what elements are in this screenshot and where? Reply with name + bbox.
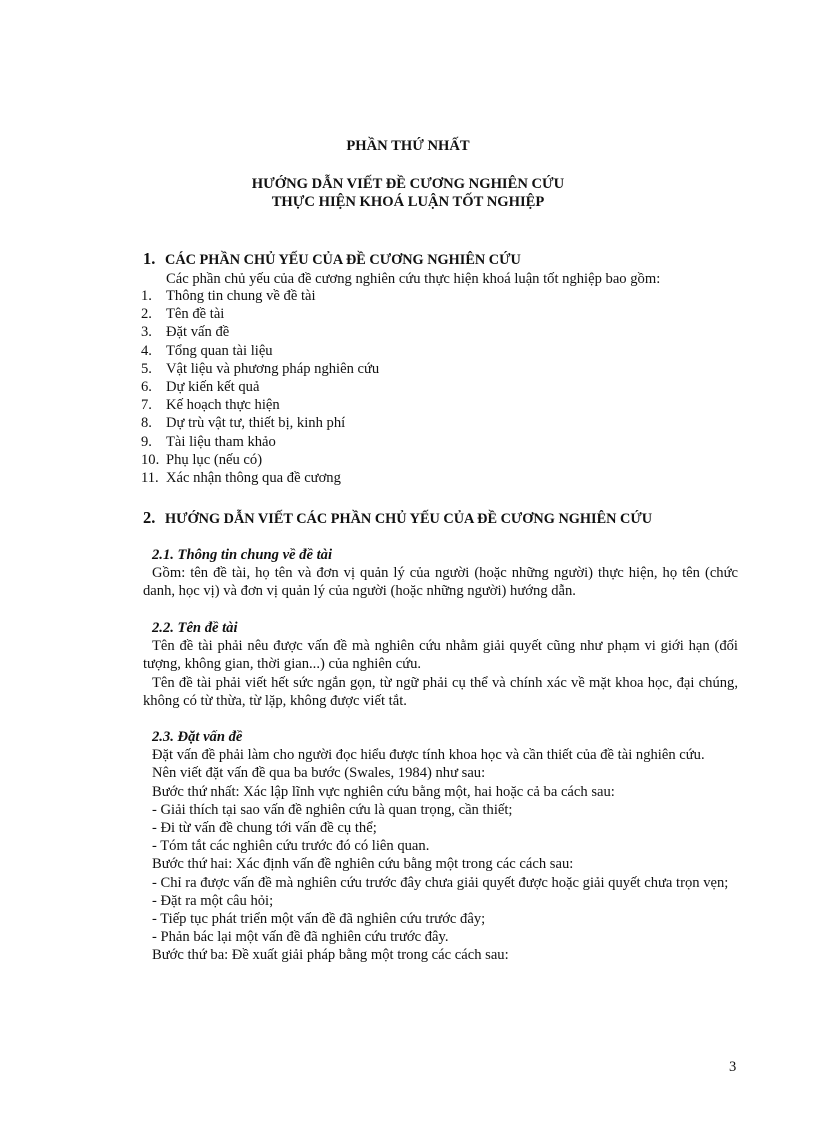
list-item-number: 7. [141, 397, 152, 414]
list-item-text: Đặt vấn đề [166, 324, 230, 341]
list-item: - Phản bác lại một vấn đề đã nghiên cứu trước đây. [152, 929, 449, 946]
contents-list-item [141, 323, 379, 341]
contents-list-item [141, 396, 379, 414]
subsection-2-1 [143, 546, 738, 601]
paragraph: Nên viết đặt vấn đề qua ba bước (Swales, 1984) như sau: [152, 765, 486, 782]
contents-list-item [141, 414, 379, 432]
list-item-text: Dự trù vật tư, thiết bị, kinh phí [166, 415, 346, 432]
section-1-title: CÁC PHẦN CHỦ YẾU CỦA ĐỀ CƯƠNG NGHIÊN CỨU [165, 252, 521, 268]
section-1-heading [143, 250, 521, 269]
part-title: PHẦN THỨ NHẤT [346, 138, 470, 154]
contents-list [141, 287, 379, 487]
list-item-text: Kế hoạch thực hiện [166, 397, 280, 414]
list-item-number: 11. [141, 469, 159, 486]
step-3: Bước thứ ba: Đề xuất giải pháp bằng một trong các cách sau: [152, 947, 509, 964]
subsection-2-2-title: 2.2. Tên đề tài [152, 620, 238, 636]
list-item-text: Dự kiến kết quả [166, 378, 260, 395]
list-item-number: 1. [141, 288, 152, 304]
list-item: - Chỉ ra được vấn đề mà nghiên cứu trước đây chưa giải quyết được hoặc giải quyết chưa trọn vẹn; [152, 874, 729, 891]
list-item: - Đi từ vấn đề chung tới vấn đề cụ thể; [152, 820, 377, 837]
section-2-title: HƯỚNG DẪN VIẾT CÁC PHẦN CHỦ YẾU CỦA ĐỀ CƯƠNG NGHIÊN CỨU [165, 511, 653, 527]
section-1-intro: Các phần chủ yếu của đề cương nghiên cứu thực hiện khoá luận tốt nghiệp bao gồm: [166, 271, 661, 287]
contents-list-item [141, 360, 379, 378]
list-item: - Tóm tắt các nghiên cứu trước đó có liên quan. [152, 838, 430, 855]
section-2-number: 2. [143, 508, 156, 527]
page-number: 3 [729, 1059, 737, 1075]
subsection-2-3-title: 2.3. Đặt vấn đề [152, 729, 243, 745]
paragraph: Gồm: tên đề tài, họ tên và đơn vị quản lý của người (hoặc những người) thực hiện, họ tên (chức danh, học vị) và đơn vị quản lý của người (hoặc những người) hướng dẫn. [143, 565, 738, 600]
list-item-number: 9. [141, 433, 152, 450]
list-item-number: 2. [141, 306, 152, 323]
paragraph: Tên đề tài phải nêu được vấn đề mà nghiên cứu nhằm giải quyết cũng như phạm vi giới hạn (đối tượng, không gian, thời gian...) của nghiên cứu. [143, 638, 738, 673]
list-item-number: 6. [141, 378, 152, 395]
list-item: - Đặt ra một câu hỏi; [152, 892, 274, 909]
contents-list-item [141, 469, 379, 487]
list-item-number: 8. [141, 415, 152, 432]
subsection-2-3 [143, 728, 738, 965]
section-2-heading [143, 509, 652, 528]
contents-list-item [141, 305, 379, 323]
list-item-text: Tổng quan tài liệu [166, 342, 273, 359]
main-title-line-1: HƯỚNG DẪN VIẾT ĐỀ CƯƠNG NGHIÊN CỨU [251, 176, 565, 192]
contents-list-item [141, 451, 379, 469]
contents-list-item [141, 433, 379, 451]
main-title-line-2: THỰC HIỆN KHOÁ LUẬN TỐT NGHIỆP [271, 194, 545, 210]
contents-list-item [141, 342, 379, 360]
subsection-2-2 [143, 619, 738, 710]
step-2: Bước thứ hai: Xác định vấn đề nghiên cứu bằng một trong các cách sau: [152, 856, 574, 873]
section-1-number: 1. [143, 249, 156, 268]
paragraph: Đặt vấn đề phải làm cho người đọc hiểu được tính khoa học và cần thiết của đề tài nghiên cứu. [152, 747, 705, 764]
list-item-number: 5. [141, 360, 152, 377]
step-1: Bước thứ nhất: Xác lập lĩnh vực nghiên cứu bằng một, hai hoặc cả ba cách sau: [152, 783, 615, 800]
subsection-2-1-title: 2.1. Thông tin chung về đề tài [152, 547, 333, 563]
list-item-number: 4. [141, 342, 152, 359]
paragraph: Tên đề tài phải viết hết sức ngắn gọn, từ ngữ phải cụ thể và chính xác về mặt khoa học, đại chúng, không có từ thừa, từ lặp, không được viết tắt. [143, 674, 738, 709]
contents-list-item [141, 378, 379, 396]
list-item-text: Xác nhận thông qua đề cương [166, 469, 341, 486]
list-item-text: Tên đề tài [166, 306, 225, 323]
list-item-number: 3. [141, 324, 152, 341]
list-item-text: Thông tin chung về đề tài [166, 288, 316, 304]
contents-list-item [141, 287, 379, 305]
main-title [0, 175, 816, 211]
list-item-text: Vật liệu và phương pháp nghiên cứu [166, 360, 380, 377]
list-item-text: Tài liệu tham khảo [166, 433, 276, 450]
list-item-text: Phụ lục (nếu có) [166, 451, 263, 468]
list-item: - Tiếp tục phát triển một vấn đề đã nghiên cứu trước đây; [152, 911, 486, 928]
list-item-number: 10. [141, 451, 160, 468]
list-item: - Giải thích tại sao vấn đề nghiên cứu là quan trọng, cần thiết; [152, 801, 513, 818]
